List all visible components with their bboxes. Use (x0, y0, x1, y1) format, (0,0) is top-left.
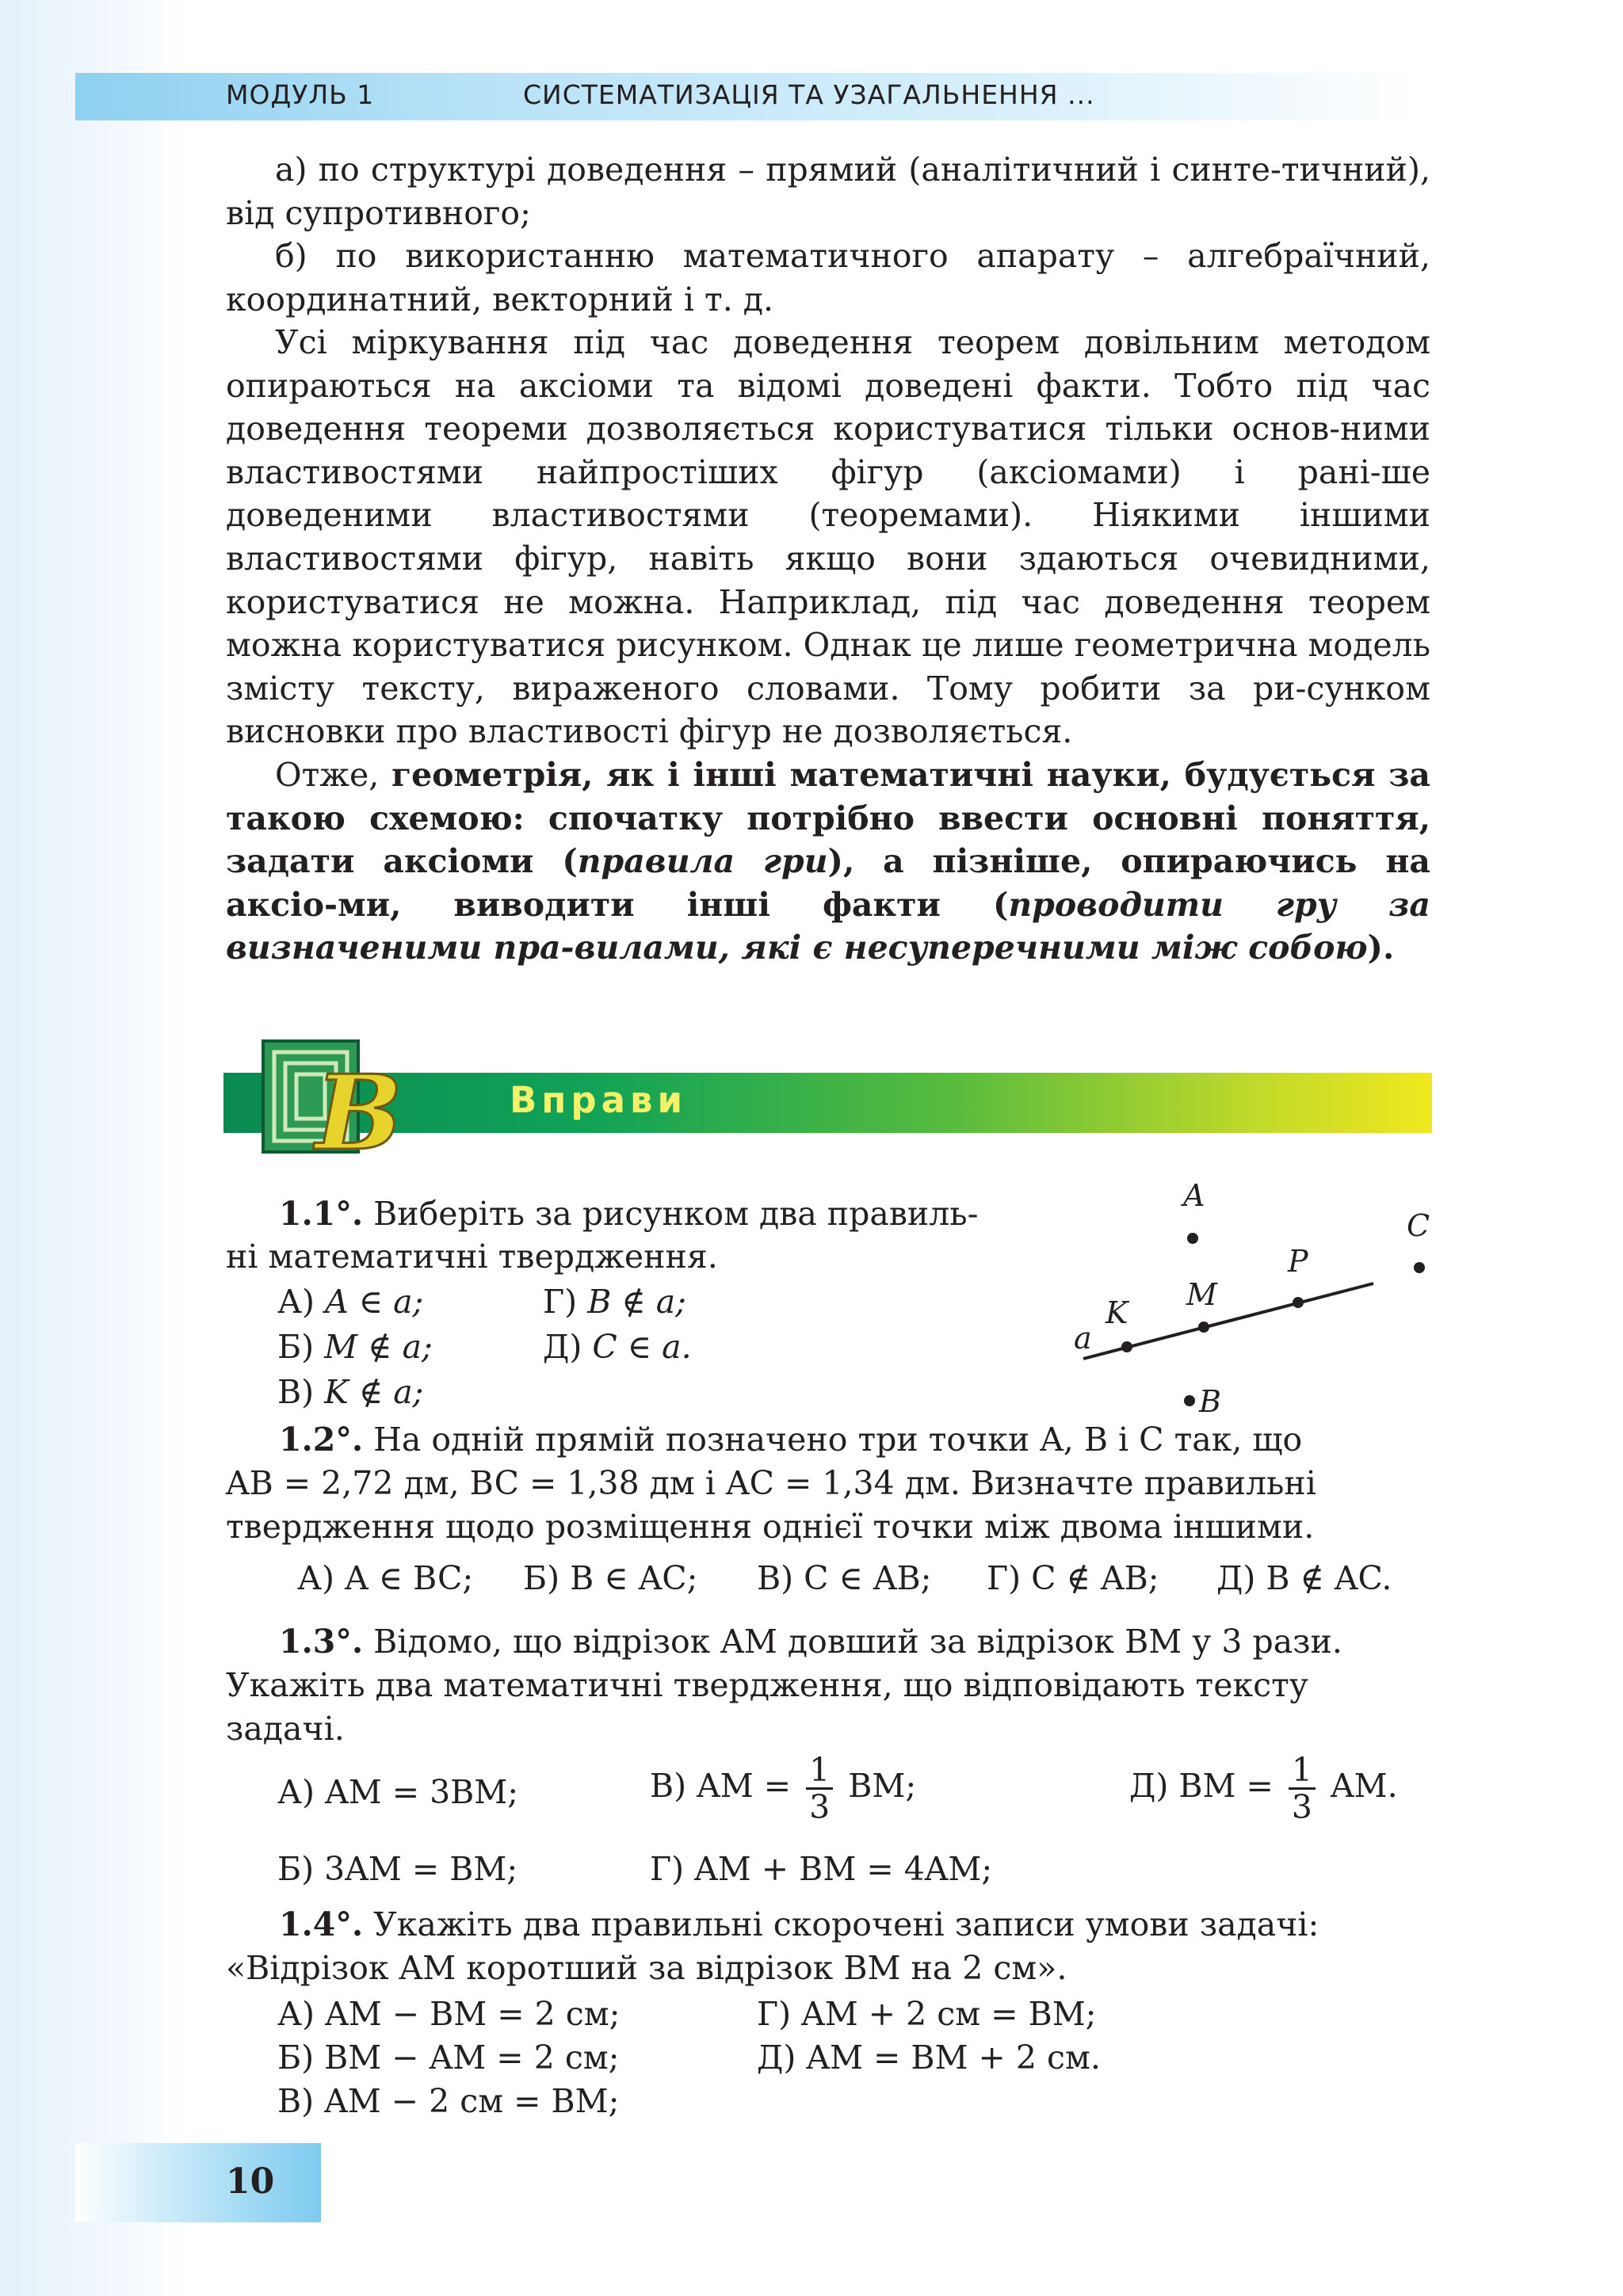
exercise-1-3-option-g: Г) AM + BM = 4AM; (650, 1850, 993, 1888)
exercise-1-4-option-b: Б) BM − AM = 2 см; (277, 2039, 620, 2077)
left-margin-tint (0, 0, 186, 2296)
intro-paragraph: Усі міркування під час доведення теорем довільним методом опираються на аксіоми та відомі доведені факти. Тобто під час доведення теореми дозволяється користуватися тільки основ-ними властивостями найпростіших фігур (аксіомами) і рані-ше доведеними властивостями (теоремами). Ніякими іншими властивостями фігур, навіть якщо вони здаються очевидними, користуватися не можна. Наприклад, під час доведення теорем можна користуватися рисунком. Однак це лише геометрична модель змісту тексту, вираженого словами. Тому робити за ри-сунком висновки про властивості фігур не дозволяється. (226, 323, 1430, 751)
fraction-one-third: $\frac{1}{3}$ (806, 1753, 833, 1825)
exercise-1-4-line1: 1.4°. Укажіть два правильні скорочені записи умови задачі: (279, 1905, 1319, 1943)
intro-item-b: б) по використанню математичного апарату – алгебраїчний, координатний, векторний і т. д. (226, 237, 1430, 318)
exercise-1-1-line2: ні математичні твердження. (226, 1238, 718, 1276)
exercise-1-1-option-b: Б) M ∉ a; (277, 1328, 433, 1366)
exercise-1-3-option-d: Д) BM = $\frac{1}{3}$ AM. (1129, 1751, 1398, 1826)
exercise-1-1-option-v: В) K ∉ a; (277, 1373, 424, 1411)
exercise-1-3-line3: задачі. (226, 1710, 345, 1748)
exercise-1-4-option-a: А) AM − BM = 2 см; (277, 1995, 621, 2033)
label-b: B (1199, 1384, 1221, 1419)
exercise-1-3-line2: Укажіть два математичні твердження, що відповідають тексту (226, 1666, 1308, 1704)
exercise-1-1-option-g: Г) B ∉ a; (543, 1283, 686, 1321)
exercise-1-2-option-a: А) A ∈ BC; (297, 1559, 474, 1597)
point-c (1414, 1262, 1425, 1273)
svg-text:В: В (315, 1052, 403, 1165)
exercise-1-3-line1: 1.3°. Відомо, що відрізок AM довший за відрізок BM у 3 рази. (279, 1623, 1342, 1661)
running-header-title: СИСТЕМАТИЗАЦІЯ ТА УЗАГАЛЬНЕННЯ ... (523, 79, 1095, 110)
label-p: P (1288, 1244, 1308, 1279)
exercise-1-4-line2: «Відрізок AM коротший за відрізок BM на 2 см». (226, 1949, 1067, 1987)
exercise-1-1-option-a: А) A ∈ a; (277, 1283, 424, 1321)
points-line-figure (1050, 1173, 1462, 1426)
exercise-1-4-option-g: Г) AM + 2 см = BM; (757, 1995, 1097, 2033)
exercise-1-4-option-v: В) AM − 2 см = BM; (277, 2082, 620, 2120)
page-number-band (75, 2143, 321, 2222)
conclusion-paragraph: Отже, геометрія, як і інші математичні науки, будується за такою схемою: спочатку потрібно ввести основні поняття, задати аксіоми (правила гри), а пізніше, опираючись на аксіо-ми, виводити інші факти (проводити гру за визначеними пра-вилами, які є несуперечними між собою). (226, 756, 1431, 967)
point-b (1184, 1395, 1195, 1406)
exercise-1-4-option-d: Д) AM = BM + 2 см. (757, 2039, 1101, 2077)
exercise-1-2-option-b: Б) B ∈ AC; (523, 1559, 698, 1597)
label-c: C (1407, 1208, 1430, 1243)
page-number: 10 (226, 2161, 275, 2202)
label-line-a: a (1074, 1321, 1092, 1356)
exercise-1-1-line1: 1.1°. Виберіть за рисунком два правиль- (279, 1195, 979, 1233)
label-m: M (1186, 1277, 1217, 1312)
exercise-1-2-option-g: Г) C ∉ AB; (987, 1559, 1159, 1597)
exercise-1-2-line1: 1.2°. На одній прямій позначено три точки A, B і C так, що (279, 1421, 1303, 1459)
intro-item-a: а) по структурі доведення – прямий (аналітичний і синте-тичний), від супротивного; (226, 151, 1430, 232)
exercise-1-2-option-v: В) C ∈ AB; (757, 1559, 932, 1597)
exercise-1-3-option-b: Б) 3AM = BM; (277, 1850, 518, 1888)
exercise-1-1-option-d: Д) C ∈ a. (543, 1328, 692, 1366)
running-header-module: МОДУЛЬ 1 (226, 79, 375, 110)
label-a: A (1183, 1178, 1205, 1213)
point-a (1187, 1233, 1198, 1244)
exercise-1-2-line3: твердження щодо розміщення однієї точки між двома іншими. (226, 1508, 1315, 1546)
point-p (1293, 1297, 1304, 1308)
exercise-1-3-option-v: В) AM = $\frac{1}{3}$ BM; (650, 1751, 917, 1826)
section-title: Вправи (510, 1079, 687, 1121)
label-k: K (1106, 1295, 1128, 1330)
fraction-one-third: $\frac{1}{3}$ (1289, 1753, 1316, 1825)
exercise-1-2-option-d: Д) B ∉ AC. (1216, 1559, 1392, 1597)
point-m (1198, 1322, 1209, 1333)
exercise-1-2-line2: AB = 2,72 дм, BC = 1,38 дм і AC = 1,34 дм. Визначте правильні (226, 1464, 1316, 1502)
point-k (1121, 1341, 1132, 1352)
exercises-logo-icon (260, 1038, 418, 1165)
exercise-1-3-option-a: А) AM = 3BM; (277, 1773, 519, 1811)
